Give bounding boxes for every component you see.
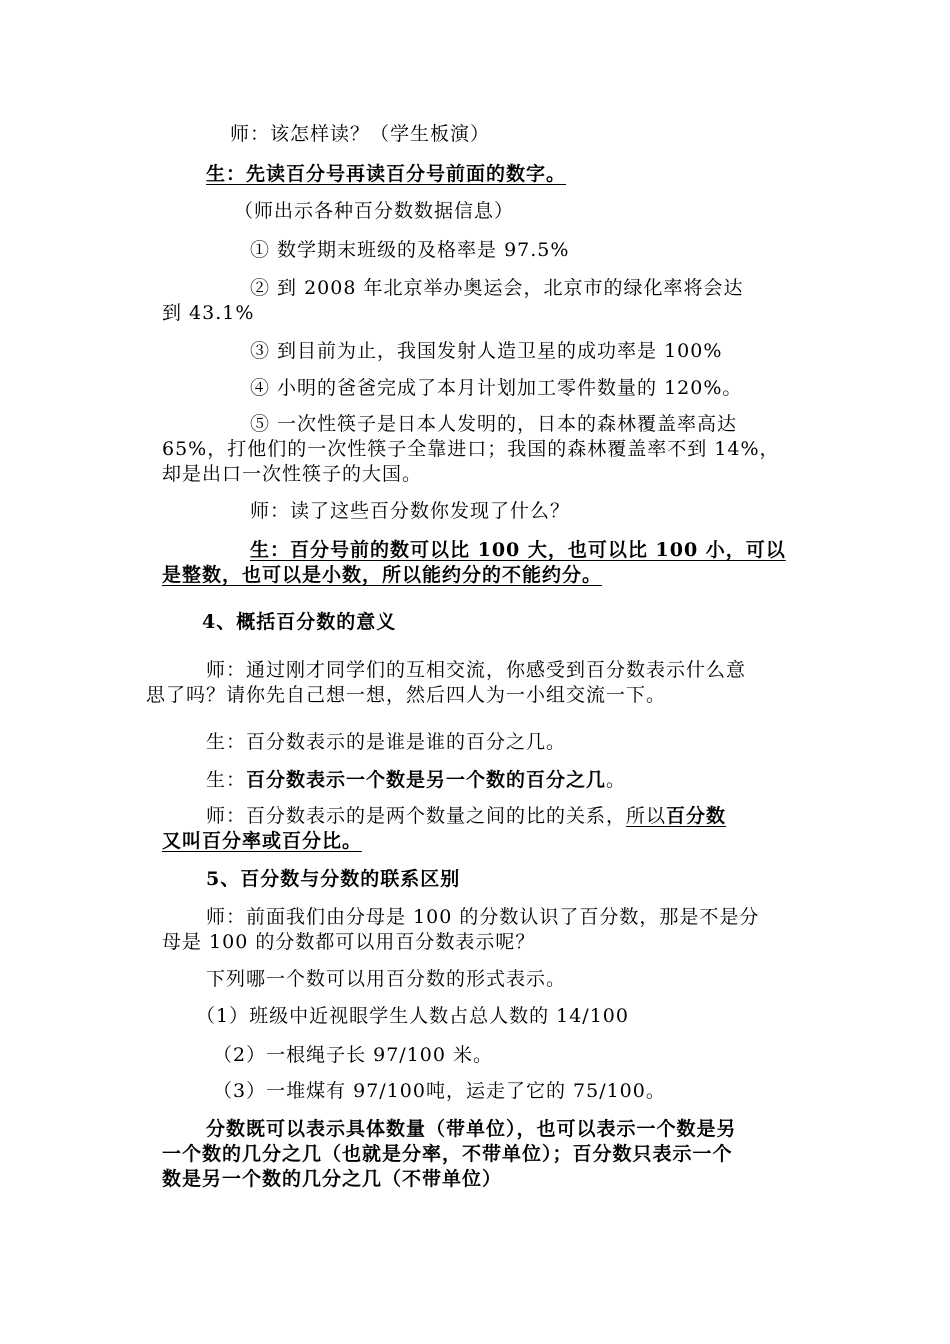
exercise-item-2: （2）一根绳子长 97/100 米。 (213, 1044, 494, 1066)
section-heading-4: 4、概括百分数的意义 (202, 611, 397, 633)
conclusion-line-3: 数是另一个数的几分之几（不带单位） (162, 1168, 503, 1190)
exercise-prompt: 下列哪一个数可以用百分数的形式表示。 (206, 968, 567, 990)
teacher-question-line: 师：该怎样读？（学生板演） (230, 123, 491, 145)
teacher-compare-line-2: 母是 100 的分数都可以用百分数表示呢？ (162, 931, 536, 953)
student-answer-line: 生：先读百分号再读百分号前面的数字。 (206, 163, 567, 185)
period: 。 (606, 769, 627, 791)
teacher-meaning-line-2: 思了吗？请你先自己想一想，然后四人为一小组交流一下。 (146, 684, 667, 706)
section-heading-5: 5、百分数与分数的联系区别 (206, 868, 461, 890)
teacher-summary-text: 师：百分数表示的是两个数量之间的比的关系， (206, 805, 627, 827)
exercise-item-1: （1）班级中近视眼学生人数占总人数的 14/100 (196, 1005, 629, 1027)
example-5-line-1: ⑤ 一次性筷子是日本人发明的，日本的森林覆盖率高达 (250, 413, 738, 435)
teacher-shows-info: （师出示各种百分数数据信息） (234, 200, 515, 222)
example-2-line-2: 到 43.1% (162, 302, 255, 324)
speaker-label: 生： (206, 769, 247, 791)
teacher-meaning-line-1: 师：通过刚才同学们的互相交流，你感受到百分数表示什么意 (206, 659, 747, 681)
conclusion-line-2: 一个数的几分之几（也就是分率，不带单位）；百分数只表示一个 (162, 1143, 733, 1165)
example-1: ① 数学期末班级的及格率是 97.5% (250, 239, 570, 261)
teacher-discovery-question: 师：读了这些百分数你发现了什么？ (250, 500, 571, 522)
student-meaning-1: 生：百分数表示的是谁是谁的百分之几。 (206, 731, 567, 753)
student-discovery-line-1: 生：百分号前的数可以比 100 大，也可以比 100 小，可以 (250, 539, 786, 561)
exercise-item-3: （3）一堆煤有 97/100吨，运走了它的 75/100。 (213, 1080, 666, 1102)
teacher-compare-line-1: 师：前面我们由分母是 100 的分数认识了百分数，那是不是分 (206, 906, 760, 928)
percent-term: 百分数 (666, 805, 727, 827)
so-text: 所以 (626, 805, 667, 827)
student-discovery-line-2: 是整数，也可以是小数，所以能约分的不能约分。 (162, 564, 603, 586)
student-meaning-2 (206, 767, 626, 793)
example-5-line-3: 却是出口一次性筷子的大国。 (162, 463, 423, 485)
example-4: ④ 小明的爸爸完成了本月计划加工零件数量的 120%。 (250, 377, 743, 399)
example-2-line-1: ② 到 2008 年北京举办奥运会，北京市的绿化率将会达 (250, 277, 744, 299)
conclusion-line-1: 分数既可以表示具体数量（带单位），也可以表示一个数是另 (206, 1118, 737, 1140)
example-5-line-2: 65%，打他们的一次性筷子全靠进口；我国的森林覆盖率不到 14%， (162, 438, 780, 460)
teacher-summary-line-2: 又叫百分率或百分比。 (162, 830, 363, 852)
teacher-summary-line-1 (206, 803, 726, 829)
definition-text: 百分数表示一个数是另一个数的百分之几 (246, 769, 607, 791)
example-3: ③ 到目前为止，我国发射人造卫星的成功率是 100% (250, 340, 723, 362)
